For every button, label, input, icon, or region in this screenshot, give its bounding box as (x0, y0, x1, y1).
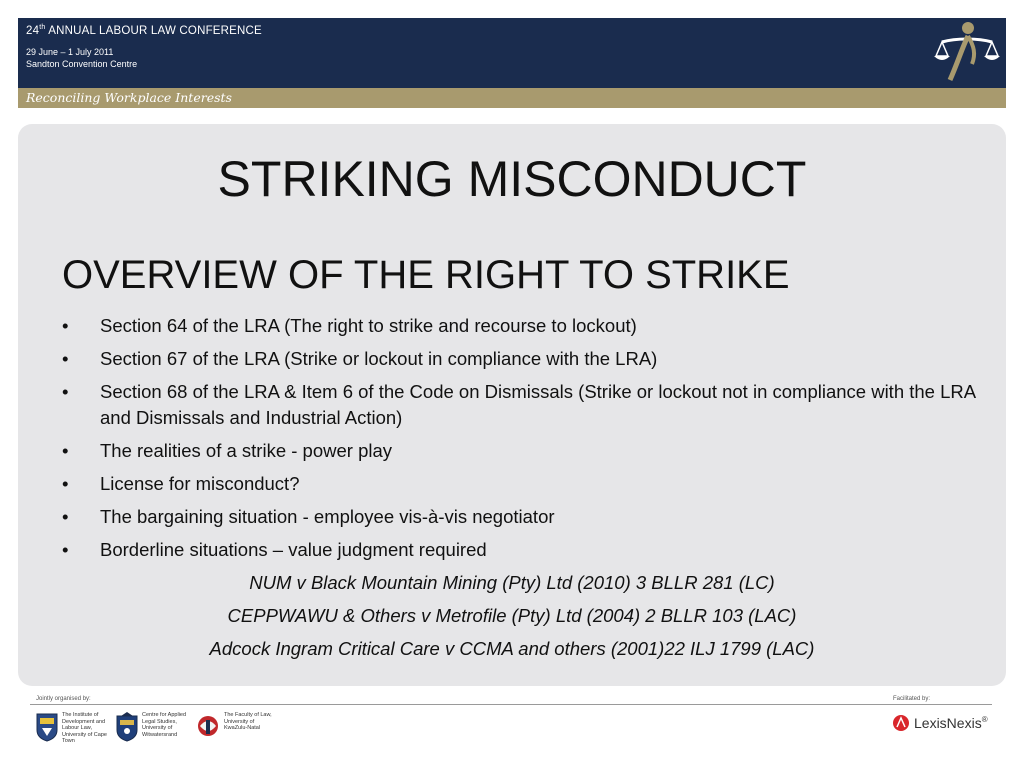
bullet-item: • Borderline situations – value judgment required (62, 537, 982, 563)
slide-title: STRIKING MISCONDUCT (217, 151, 807, 207)
bullet-dot: • (62, 506, 69, 527)
lexisnexis-emblem-icon (892, 714, 910, 732)
footer-divider (30, 704, 992, 705)
uct-crest-icon (36, 712, 58, 742)
conference-title: 24th ANNUAL LABOUR LAW CONFERENCE (26, 24, 262, 37)
sponsor-name: LexisNexis® (914, 715, 988, 731)
bullet-list (62, 313, 982, 570)
facilitated-label: Facilitated by: (893, 696, 931, 702)
bullet-dot: • (62, 440, 69, 461)
conference-header (18, 18, 1006, 88)
bullet-item: • License for misconduct? (62, 471, 982, 497)
bullet-item: • The realities of a strike - power play (62, 438, 982, 464)
partner-label: The Institute of Development and Labour Law, University of Cape Town (62, 712, 107, 744)
wits-crest-icon (116, 712, 138, 742)
case-citation: NUM v Black Mountain Mining (Pty) Ltd (2010) 3 BLLR 281 (LC) (249, 572, 775, 593)
case-citation: CEPPWAWU & Others v Metrofile (Pty) Ltd (2004) 2 BLLR 103 (LAC) (227, 605, 797, 626)
case-citation: Adcock Ingram Critical Care v CCMA and others (2001)22 ILJ 1799 (LAC) (209, 638, 815, 659)
organised-label: Jointly organised by: (36, 696, 91, 702)
bullet-item: • Section 67 of the LRA (Strike or lockout in compliance with the LRA) (62, 346, 982, 372)
partner-label: Centre for Applied Legal Studies, University of Witwatersrand (142, 712, 187, 738)
partner-uct (36, 712, 110, 745)
bullet-item: • Section 68 of the LRA & Item 6 of the Code on Dismissals (Strike or lockout not in compliance with the LRA and Dismissals and Industrial Action) (62, 381, 976, 428)
bullet-dot: • (62, 348, 69, 369)
conference-dates: 29 June – 1 July 2011 Sandton Convention Centre (26, 47, 138, 69)
case-citations (0, 570, 1024, 669)
bullet-dot: • (62, 473, 69, 494)
bullet-item: • The bargaining situation - employee vis-à-vis negotiator (62, 504, 982, 530)
tagline: Reconciling Workplace Interests (26, 90, 232, 105)
bullet-dot: • (62, 381, 69, 402)
partner-wits (116, 712, 190, 742)
bullet-dot: • (62, 315, 69, 336)
ukzn-crest-icon (196, 712, 220, 742)
scales-of-justice-figure-icon (928, 18, 1000, 86)
partner-ukzn (196, 712, 272, 742)
bullet-item: • Section 64 of the LRA (The right to strike and recourse to lockout) (62, 313, 982, 339)
lexisnexis-logo (892, 714, 988, 732)
slide-subtitle: OVERVIEW OF THE RIGHT TO STRIKE (62, 253, 790, 297)
partner-label: The Faculty of Law, University of KwaZulu-Natal (224, 712, 272, 731)
tagline-bar (18, 88, 1006, 108)
bullet-dot: • (62, 539, 69, 560)
